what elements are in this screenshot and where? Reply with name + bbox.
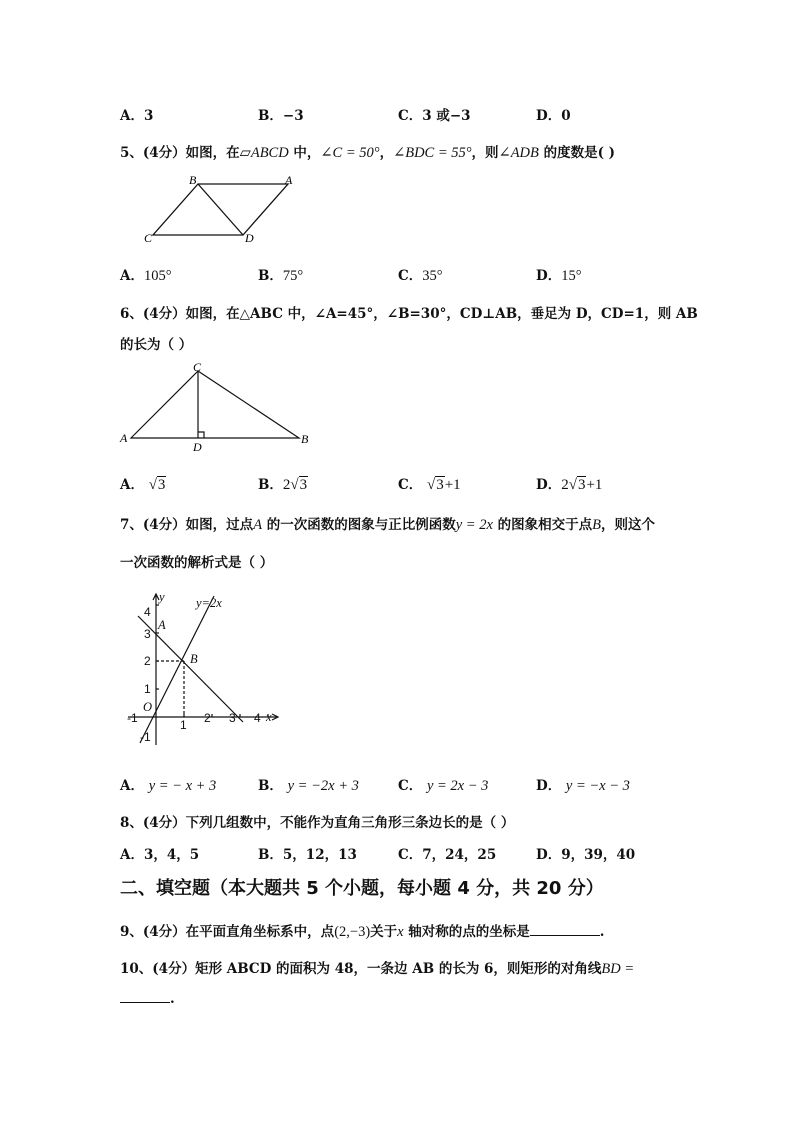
- q5-angle-c: ∠C = 50°: [320, 145, 380, 161]
- q5-option-a: A．105°: [120, 268, 172, 284]
- q7-xtick-1: 1: [180, 718, 187, 732]
- q5-prefix: 5、(4分）如图，在: [120, 145, 240, 161]
- q6-option-b: B．2√3: [258, 477, 308, 493]
- q6-question-line1: 6、(4分）如图，在△ABC 中，∠A=45°，∠B=30°，CD⊥AB，垂足为 D，CD=1，则 AB: [120, 306, 698, 322]
- q6-label-c: C: [193, 360, 202, 374]
- q5-mid2: ，则: [471, 145, 499, 161]
- q7-ytick-2: 2: [144, 654, 151, 668]
- q4-option-c: C．3 或−3: [398, 108, 471, 124]
- q7-option-c: C． y = 2x − 3: [398, 778, 489, 794]
- q6-label-a: A: [120, 431, 128, 445]
- q8-option-c: C．7，24，25: [398, 847, 497, 863]
- q5-option-b: B．75°: [258, 268, 304, 284]
- q9-question: 9、(4分）在平面直角坐标系中，点(2,−3)关于x 轴对称的点的坐标是 .: [120, 924, 605, 940]
- q5-label-c: C: [144, 231, 153, 245]
- q7-option-d: D． y = −x − 3: [536, 778, 630, 794]
- q5-label-d: D: [245, 231, 254, 245]
- q6-right-angle-mark: [198, 432, 204, 438]
- q9-point: (2,−3): [334, 924, 371, 940]
- q6-label-b: B: [301, 432, 309, 446]
- q4-option-a: A．3: [120, 108, 154, 124]
- q4-option-b: B．−3: [258, 108, 304, 124]
- q10-answer-blank[interactable]: [120, 990, 170, 1003]
- q7-line-ab: [138, 616, 243, 722]
- q7-ytick-3: 3: [144, 627, 151, 641]
- q5-shape: ▱ABCD: [239, 145, 289, 161]
- q7-ytick-4: 4: [144, 605, 151, 619]
- section-fill-in-title: 二、填空题（本大题共 5 个小题，每小题 4 分，共 20 分）: [120, 878, 604, 899]
- q7-xtick-4: 4: [254, 711, 261, 725]
- q7-graph-figure: [118, 588, 288, 748]
- q5-suffix: 的度数是( ): [538, 145, 616, 161]
- q6-question-line2: 的长为（ ）: [120, 337, 193, 353]
- q7-option-b: B． y = −2x + 3: [258, 778, 359, 794]
- q5-angle-bdc: ∠BDC = 55°: [393, 145, 472, 161]
- q8-option-b: B．5，12，13: [258, 847, 357, 863]
- q7-xtick-3: 3: [229, 711, 236, 725]
- q7-fig-point-b: B: [190, 652, 198, 666]
- q6-triangle: [131, 371, 299, 438]
- q5-label-b: B: [189, 173, 197, 187]
- q7-question-line1: 7、(4分）如图，过点A 的一次函数的图象与正比例函数y = 2x 的图象相交于点B，则这个: [120, 517, 655, 533]
- q7-xtick-neg1: -1: [127, 711, 138, 725]
- q5-angle-adb: ∠ADB: [498, 145, 539, 161]
- q7-question-line2: 一次函数的解析式是（ ）: [120, 555, 274, 571]
- q5-option-d: D．15°: [536, 268, 582, 284]
- q7-y-axis-label: y: [159, 590, 165, 604]
- q10-question: 10、(4分）矩形 ABCD 的面积为 48，一条边 AB 的长为 6，则矩形的对角线BD =: [120, 961, 635, 977]
- q7-option-a: A． y = − x + 3: [120, 778, 217, 794]
- q9-axis: x: [397, 924, 404, 940]
- q7-x-axis-label: x: [266, 710, 272, 724]
- q4-option-d: D．0: [536, 108, 571, 124]
- q6-option-d: D．2√3+1: [536, 477, 603, 493]
- q5-diagonal-bd: [198, 184, 243, 235]
- q7-ytick-1: 1: [144, 682, 151, 696]
- q7-line-y2x: [140, 596, 214, 743]
- q6-option-a: A． √3: [120, 477, 166, 493]
- q5-question: [120, 141, 615, 162]
- q6-label-d: D: [193, 440, 202, 454]
- q8-option-a: A．3，4，5: [120, 847, 200, 863]
- q5-option-c: C．35°: [398, 268, 443, 284]
- q8-question: 8、(4分）下列几组数中，不能作为直角三角形三条边长的是（ ）: [120, 815, 515, 831]
- q7-ytick-neg1: -1: [140, 730, 151, 744]
- q9-answer-blank[interactable]: [530, 923, 600, 936]
- q7-origin-label: O: [143, 700, 153, 714]
- q10-answer-line: .: [120, 990, 175, 1007]
- q7-func: y = 2x: [455, 517, 493, 533]
- q7-xtick-2: 2: [204, 711, 211, 725]
- q7-point-a: A: [253, 517, 263, 533]
- q6-triangle-figure: [115, 358, 325, 454]
- q5-parallelogram-figure: [140, 172, 310, 247]
- q5-label-a: A: [285, 173, 293, 187]
- q7-line-label: y=2x: [196, 596, 222, 610]
- q8-option-d: D．9，39，40: [536, 847, 636, 863]
- q7-point-b: B: [592, 517, 601, 533]
- q10-bd: BD =: [601, 961, 635, 977]
- q6-option-c: C． √3+1: [398, 477, 461, 493]
- q7-fig-point-a: A: [158, 618, 166, 632]
- q5-mid1: 中，: [288, 145, 321, 161]
- q5-sep: ，: [379, 145, 394, 161]
